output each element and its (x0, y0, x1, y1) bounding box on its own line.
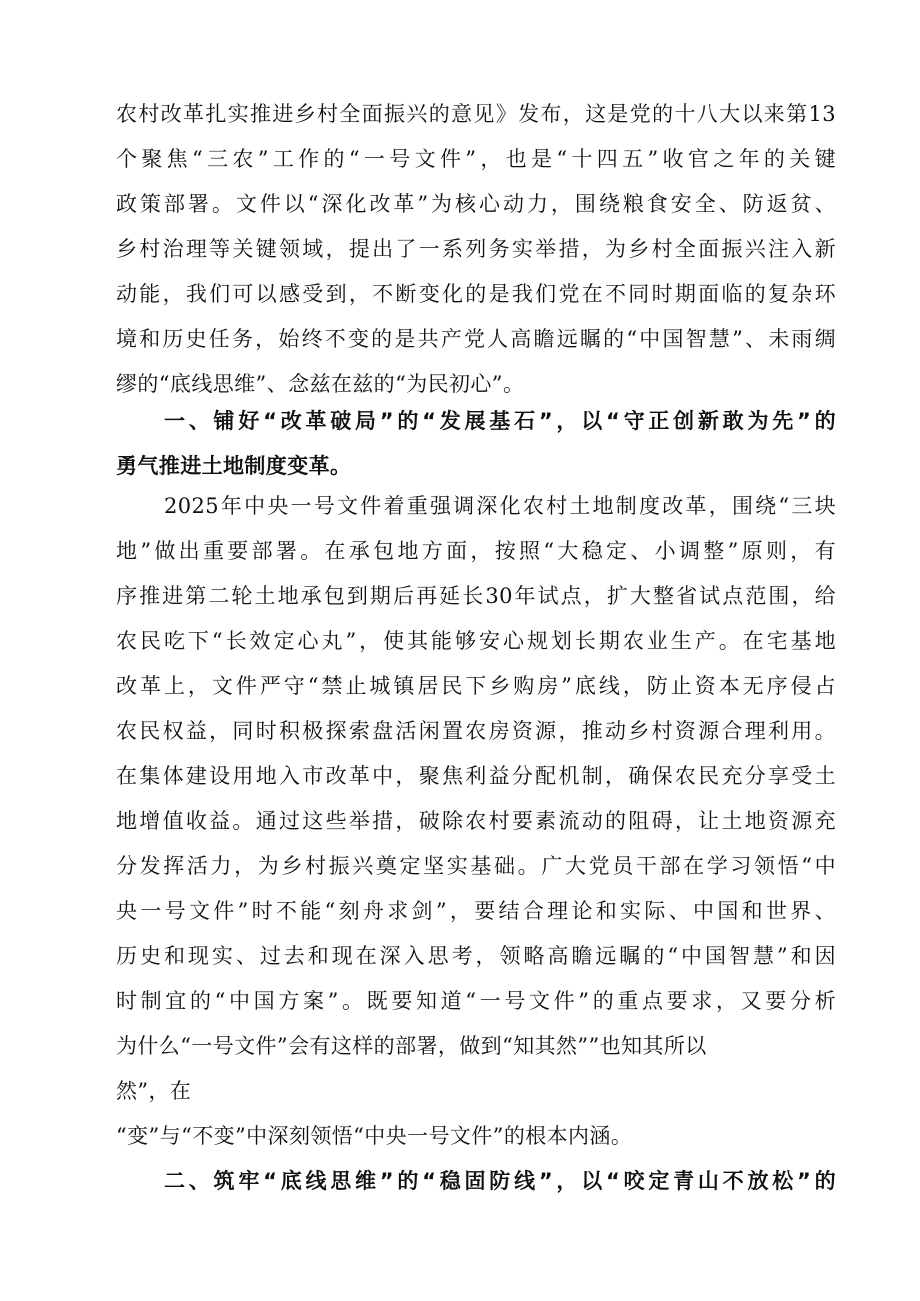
paragraph-1-line-2: 个聚焦“三农”工作的“一号文件”，也是“十四五”收官之年的关键 (116, 147, 836, 171)
paragraph-2-line-12: 时制宜的“中国方案”。既要知道“一号文件”的重点要求，又要分析 (116, 989, 836, 1013)
paragraph-2-line-9: 分发挥活力，为乡村振兴奠定坚实基础。广大党员干部在学习领悟“中 (116, 854, 836, 878)
paragraph-2-line-10: 央一号文件”时不能“刻舟求剑”，要结合理论和实际、中国和世界、 (116, 899, 836, 923)
section-heading-1-line-1: 一、铺好“改革破局”的“发展基石”，以“守正创新敢为先”的 (164, 409, 836, 433)
paragraph-2-line-5: 改革上，文件严守“禁止城镇居民下乡购房”底线，防止资本无序侵占 (116, 674, 836, 698)
paragraph-1-line-6: 境和历史任务，始终不变的是共产党人高瞻远瞩的“中国智慧”、未雨绸 (116, 327, 836, 351)
paragraph-2-line-8: 地增值收益。通过这些举措，破除农村要素流动的阻碍，让土地资源充 (116, 809, 836, 833)
paragraph-2-line-11: 历史和现实、过去和现在深入思考，领略高瞻远瞩的“中国智慧”和因 (116, 944, 836, 968)
paragraph-2-line-6: 农民权益，同时积极探索盘活闲置农房资源，推动乡村资源合理利用。 (116, 719, 836, 743)
paragraph-1-line-3: 政策部署。文件以“深化改革”为核心动力，围绕粮食安全、防返贫、 (116, 192, 836, 216)
section-heading-2-line-1: 二、筑牢“底线思维”的“稳固防线”，以“咬定青山不放松”的 (164, 1169, 836, 1193)
paragraph-2-line-1: 2025年中央一号文件着重强调深化农村土地制度改革，围绕“三块 (164, 494, 836, 518)
paragraph-2-line-2: 地”做出重要部署。在承包地方面，按照“大稳定、小调整”原则，有 (116, 539, 836, 563)
paragraph-2-line-4: 农民吃下“长效定心丸”，使其能够安心规划长期农业生产。在宅基地 (116, 629, 836, 653)
paragraph-1-line-4: 乡村治理等关键领域，提出了一系列务实举措，为乡村全面振兴注入新 (116, 237, 836, 261)
paragraph-1-line-1: 农村改革扎实推进乡村全面振兴的意见》发布，这是党的十八大以来第13 (116, 102, 836, 126)
paragraph-2-line-13: 为什么“一号文件”会有这样的部署，做到“知其然””也知其所以 (116, 1034, 707, 1058)
paragraph-2-line-7: 在集体建设用地入市改革中，聚焦利益分配机制，确保农民充分享受土 (116, 764, 836, 788)
paragraph-1-line-7: 缪的“底线思维”、念兹在兹的“为民初心”。 (116, 372, 525, 396)
paragraph-2-line-14: 然”，在 (116, 1079, 192, 1103)
section-heading-1-line-2: 勇气推进土地制度变革。 (116, 454, 352, 478)
paragraph-1-line-5: 动能，我们可以感受到，不断变化的是我们党在不同时期面临的复杂环 (116, 282, 836, 306)
paragraph-2-line-15: “变”与“不变”中深刻领悟“中央一号文件”的根本内涵。 (116, 1124, 633, 1148)
paragraph-2-line-3: 序推进第二轮土地承包到期后再延长30年试点，扩大整省试点范围，给 (116, 584, 836, 608)
